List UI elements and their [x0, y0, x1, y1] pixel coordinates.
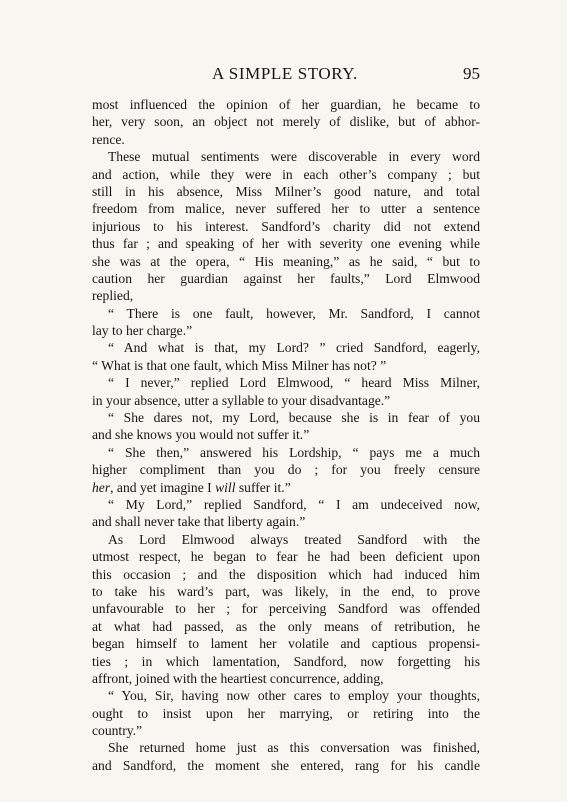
text-line: “ And what is that, my Lord? ” cried Sandford, eagerly, — [108, 340, 480, 356]
text-line: She returned home just as this conversation was finished, — [108, 740, 480, 756]
text-line: ties ; in which lamentation, Sandford, now forgetting his — [92, 653, 480, 669]
text-line: and she knows you would not suffer it.” — [92, 427, 310, 443]
text-line: replied, — [92, 288, 134, 304]
text-line: at what had passed, as the only means of retribution, he — [92, 618, 480, 634]
text-line: and shall never take that liberty again.” — [92, 514, 306, 530]
text-line: ought to insist upon her marrying, or retiring into the — [92, 705, 480, 721]
text-line: “ I never,” replied Lord Elmwood, “ heard Miss Milner, — [108, 375, 480, 391]
text-line: rence. — [92, 131, 125, 147]
text-line: unfavourable to her ; for perceiving Sandford was offended — [92, 601, 480, 617]
text-line: caution her guardian against her faults,” Lord Elmwood — [92, 270, 480, 286]
text-line: utmost respect, he began to fear he had been deficient upon — [92, 549, 480, 565]
text-line: injurious to his interest. Sandford’s charity did not extend — [92, 218, 480, 234]
text-line: her, very soon, an object not merely of dislike, but of abhor- — [92, 114, 480, 130]
text-line: her, and yet imagine I will suffer it.” — [92, 479, 291, 495]
text-line: most influenced the opinion of her guardian, he became to — [92, 97, 480, 112]
text-line: lay to her charge.” — [92, 323, 193, 339]
text-line: affront, joined with the heartiest concurrence, adding, — [92, 670, 384, 686]
page-number: 95 — [463, 64, 480, 83]
text-line: began himself to lament her volatile and captious propensi- — [92, 636, 480, 652]
text-line: “ She dares not, my Lord, because she is in fear of you — [108, 410, 480, 426]
text-line: higher compliment than you do ; for you freely censure — [92, 462, 480, 478]
text-line: this occasion ; and the disposition which had induced him — [92, 566, 480, 582]
text-line: she was at the opera, “ His meaning,” as he said, “ but to — [92, 253, 480, 269]
text-line: thus far ; and speaking of her with severity one evening while — [92, 236, 480, 252]
running-title: A SIMPLE STORY. — [212, 64, 358, 83]
text-line: and action, while they were in each other’s company ; but — [92, 166, 480, 182]
text-line: “ She then,” answered his Lordship, “ pays me a much — [108, 444, 480, 460]
text-line: “ There is one fault, however, Mr. Sandford, I cannot — [108, 305, 480, 321]
running-header — [92, 62, 480, 86]
text-line: These mutual sentiments were discoverable in every word — [108, 149, 480, 165]
text-line: “ You, Sir, having now other cares to employ your thoughts, — [108, 688, 480, 704]
text-line: in your absence, utter a syllable to your disadvantage.” — [92, 392, 391, 408]
text-line: to take his ward’s part, was likely, in the end, to prove — [92, 583, 480, 599]
text-line: country.” — [92, 723, 143, 739]
text-line: “ What is that one fault, which Miss Milner has not? ” — [92, 357, 387, 373]
text-line: freedom from malice, never suffered her to utter a sentence — [92, 201, 480, 217]
text-line: As Lord Elmwood always treated Sandford with the — [108, 531, 480, 547]
text-line: still in his absence, Miss Milner’s good nature, and total — [92, 183, 480, 199]
text-line: and Sandford, the moment she entered, rang for his candle — [92, 757, 480, 773]
body-text — [92, 96, 480, 774]
text-line: “ My Lord,” replied Sandford, “ I am undeceived now, — [108, 496, 480, 512]
